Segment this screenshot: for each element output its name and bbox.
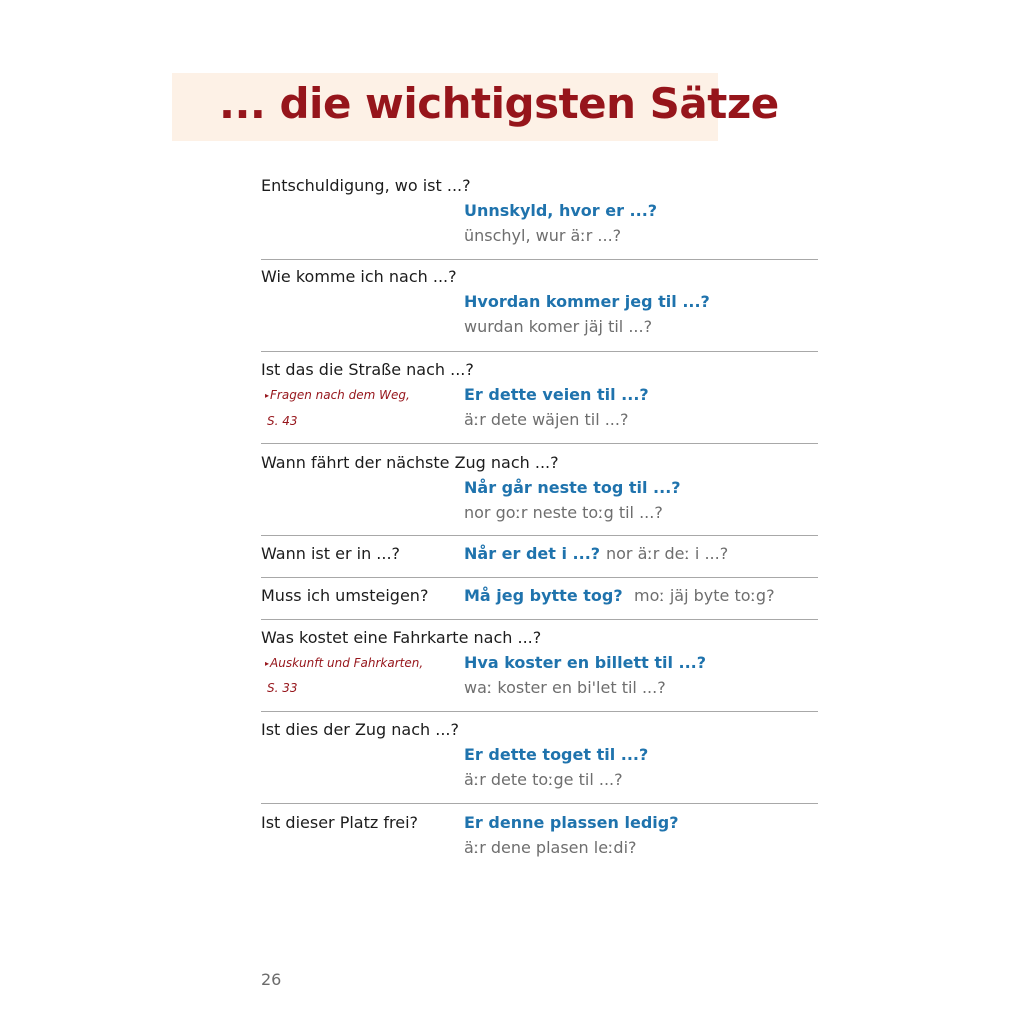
- german-phrase: Ist dieser Platz frei?: [261, 813, 418, 832]
- phrase-row: [261, 804, 818, 874]
- german-phrase: Wie komme ich nach ...?: [261, 267, 457, 286]
- pronunciation: nor äːr deː i ...?: [606, 544, 729, 563]
- norwegian-phrase: Er dette toget til ...?: [464, 745, 649, 764]
- norwegian-phrase: Er denne plassen ledig?: [464, 813, 679, 832]
- cross-reference-text: Auskunft und Fahrkarten,: [270, 656, 424, 670]
- norwegian-phrase: Er dette veien til ...?: [464, 385, 649, 404]
- norwegian-phrase: Må jeg bytte tog?: [464, 586, 623, 605]
- norwegian-phrase: Hva koster en billett til ...?: [464, 653, 707, 672]
- cross-reference-text: Fragen nach dem Weg,: [270, 388, 410, 402]
- german-phrase: Ist das die Straße nach ...?: [261, 360, 474, 379]
- german-phrase: Muss ich umsteigen?: [261, 586, 429, 605]
- cross-reference[interactable]: [265, 388, 410, 402]
- phrase-row: [261, 444, 818, 536]
- phrase-list: [261, 170, 818, 874]
- cross-reference-page[interactable]: S. 33: [267, 681, 298, 695]
- german-phrase: Was kostet eine Fahrkarte nach ...?: [261, 628, 542, 647]
- pronunciation: wurdan komer jäj til ...?: [464, 317, 653, 336]
- phrase-row: [261, 260, 818, 352]
- german-phrase: Wann ist er in ...?: [261, 544, 401, 563]
- pronunciation: moː jäj byte toːg?: [634, 586, 775, 605]
- phrase-row: [261, 578, 818, 620]
- norwegian-phrase: Hvordan kommer jeg til ...?: [464, 292, 710, 311]
- pronunciation: äːr dete wäjen til ...?: [464, 410, 629, 429]
- phrase-row: [261, 352, 818, 444]
- pronunciation: äːr dete toːge til ...?: [464, 770, 623, 789]
- phrase-row: [261, 170, 818, 260]
- german-phrase: Entschuldigung, wo ist ...?: [261, 176, 471, 195]
- german-phrase: Wann fährt der nächste Zug nach ...?: [261, 453, 559, 472]
- phrase-row: [261, 536, 818, 578]
- title-band: [172, 73, 779, 141]
- german-phrase: Ist dies der Zug nach ...?: [261, 720, 460, 739]
- norwegian-phrase: Unnskyld, hvor er ...?: [464, 201, 658, 220]
- triangle-right-icon: ▸: [265, 391, 270, 400]
- pronunciation: nor goːr neste toːg til ...?: [464, 503, 663, 522]
- norwegian-phrase: Når er det i ...?: [464, 544, 601, 563]
- norwegian-phrase: Når går neste tog til ...?: [464, 478, 681, 497]
- triangle-right-icon: ▸: [265, 659, 270, 668]
- phrase-row: [261, 620, 818, 712]
- cross-reference-page[interactable]: S. 43: [267, 414, 298, 428]
- pronunciation: waː koster en bi'let til ...?: [464, 678, 666, 697]
- phrase-row: [261, 712, 818, 804]
- page-number: 26: [261, 970, 282, 989]
- cross-reference[interactable]: [265, 656, 423, 670]
- pronunciation: ünschyl, wur äːr ...?: [464, 226, 622, 245]
- pronunciation: äːr dene plasen leːdi?: [464, 838, 637, 857]
- page-title: ... die wichtigsten Sätze: [219, 79, 779, 128]
